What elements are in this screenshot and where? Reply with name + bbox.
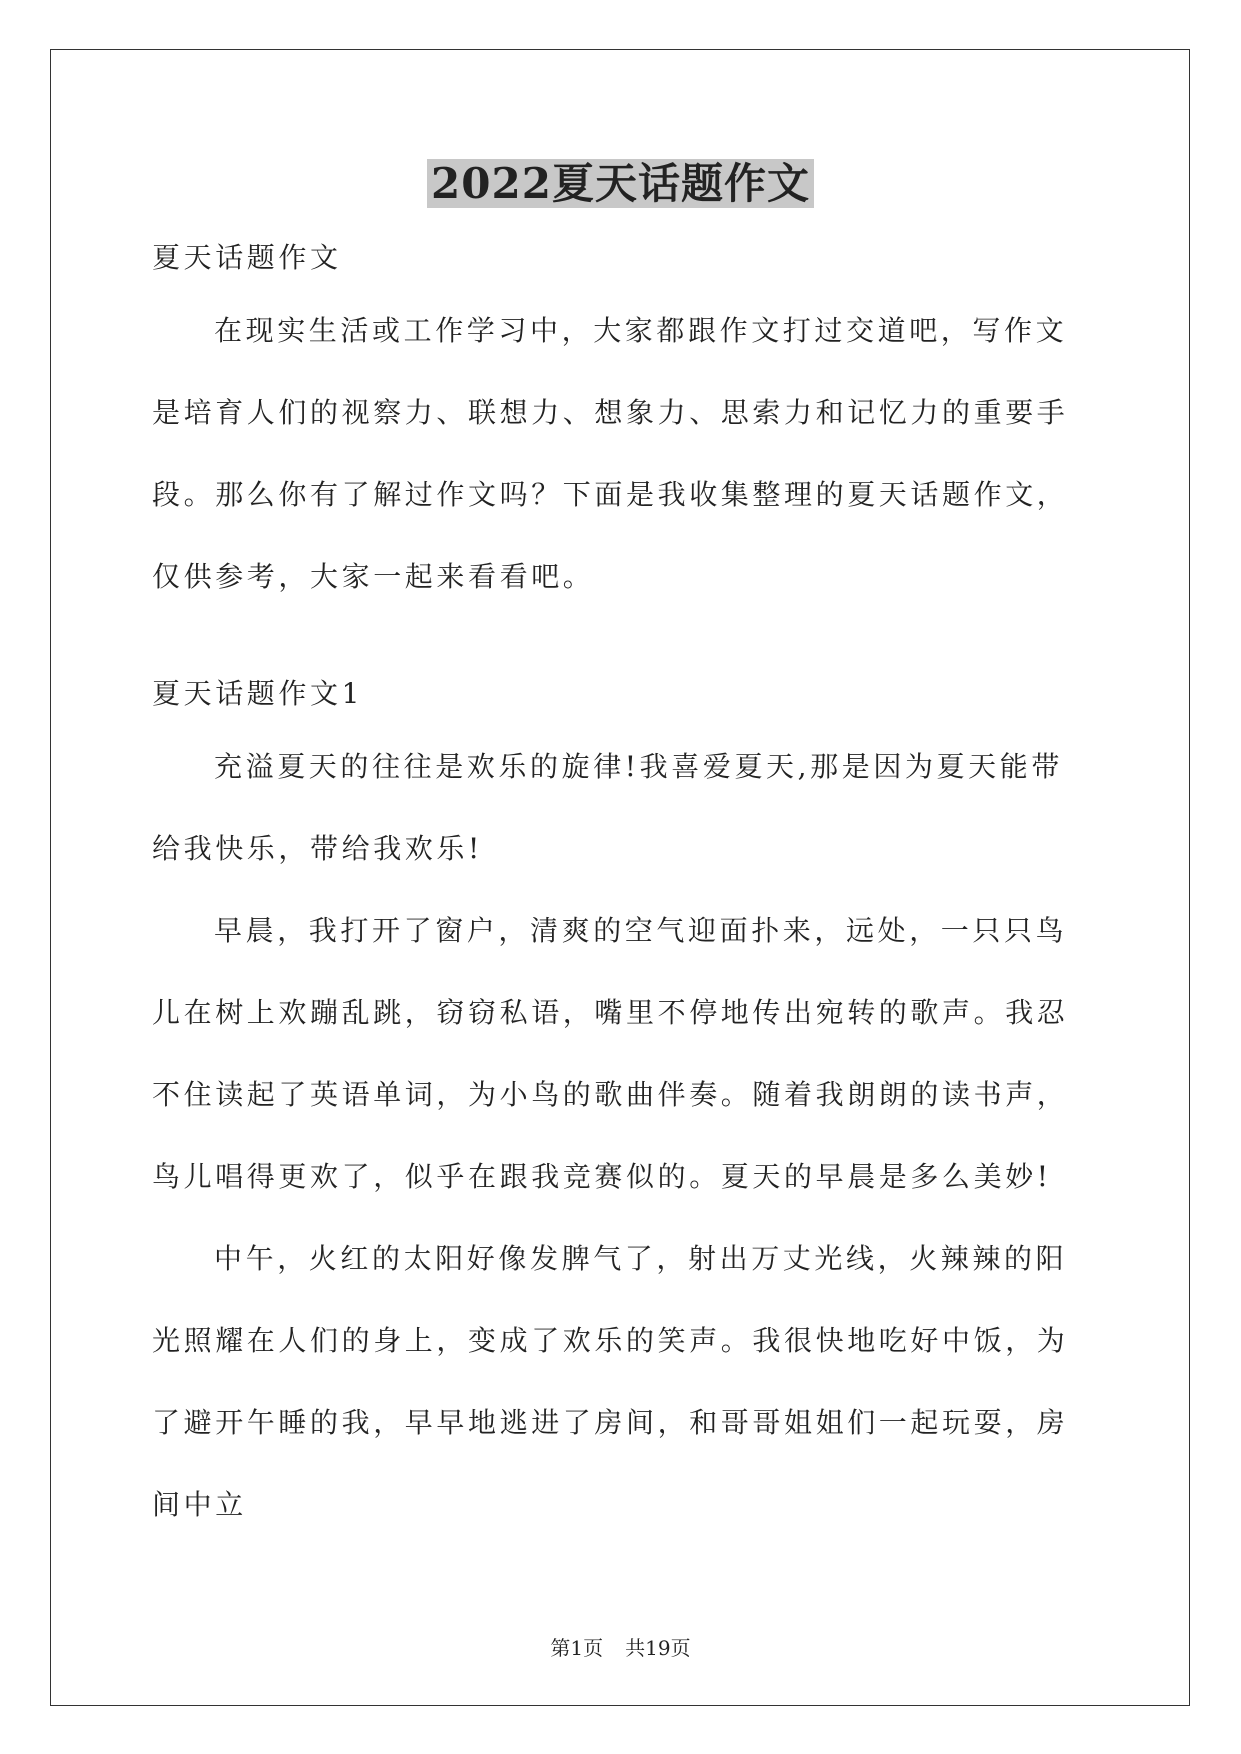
document-title-text: 2022夏天话题作文 xyxy=(427,159,814,208)
document-title xyxy=(0,154,1241,214)
page-number: 第1页 xyxy=(550,1636,604,1660)
body-paragraph: 早晨，我打开了窗户，清爽的空气迎面扑来，远处，一只只鸟儿在树上欢蹦乱跳，窃窃私语，嘴里不停地传出宛转的歌声。我忍不住读起了英语单词，为小鸟的歌曲伴奏。随着我朗朗的读书声，鸟儿唱得更欢了，似乎在跟我竞赛似的。夏天的早晨是多么美妙! xyxy=(152,914,1069,1193)
document-subtitle: 夏天话题作文 xyxy=(152,241,342,274)
body-paragraph: 中午，火红的太阳好像发脾气了，射出万丈光线，火辣辣的阳光照耀在人们的身上，变成了欢乐的笑声。我很快地吃好中饭，为了避开午睡的我，早早地逃进了房间，和哥哥姐姐们一起玩耍，房间中立 xyxy=(152,1242,1069,1521)
section-heading: 夏天话题作文1 xyxy=(152,677,364,710)
body-paragraph: 充溢夏天的往往是欢乐的旋律!我喜爱夏天,那是因为夏天能带给我快乐，带给我欢乐! xyxy=(152,750,1063,865)
page-total: 共19页 xyxy=(625,1636,691,1660)
intro-paragraph: 在现实生活或工作学习中，大家都跟作文打过交道吧，写作文是培育人们的视察力、联想力、想象力、思索力和记忆力的重要手段。那么你有了解过作文吗？下面是我收集整理的夏天话题作文，仅供参考，大家一起来看看吧。 xyxy=(152,314,1069,593)
page-footer xyxy=(0,1633,1241,1663)
